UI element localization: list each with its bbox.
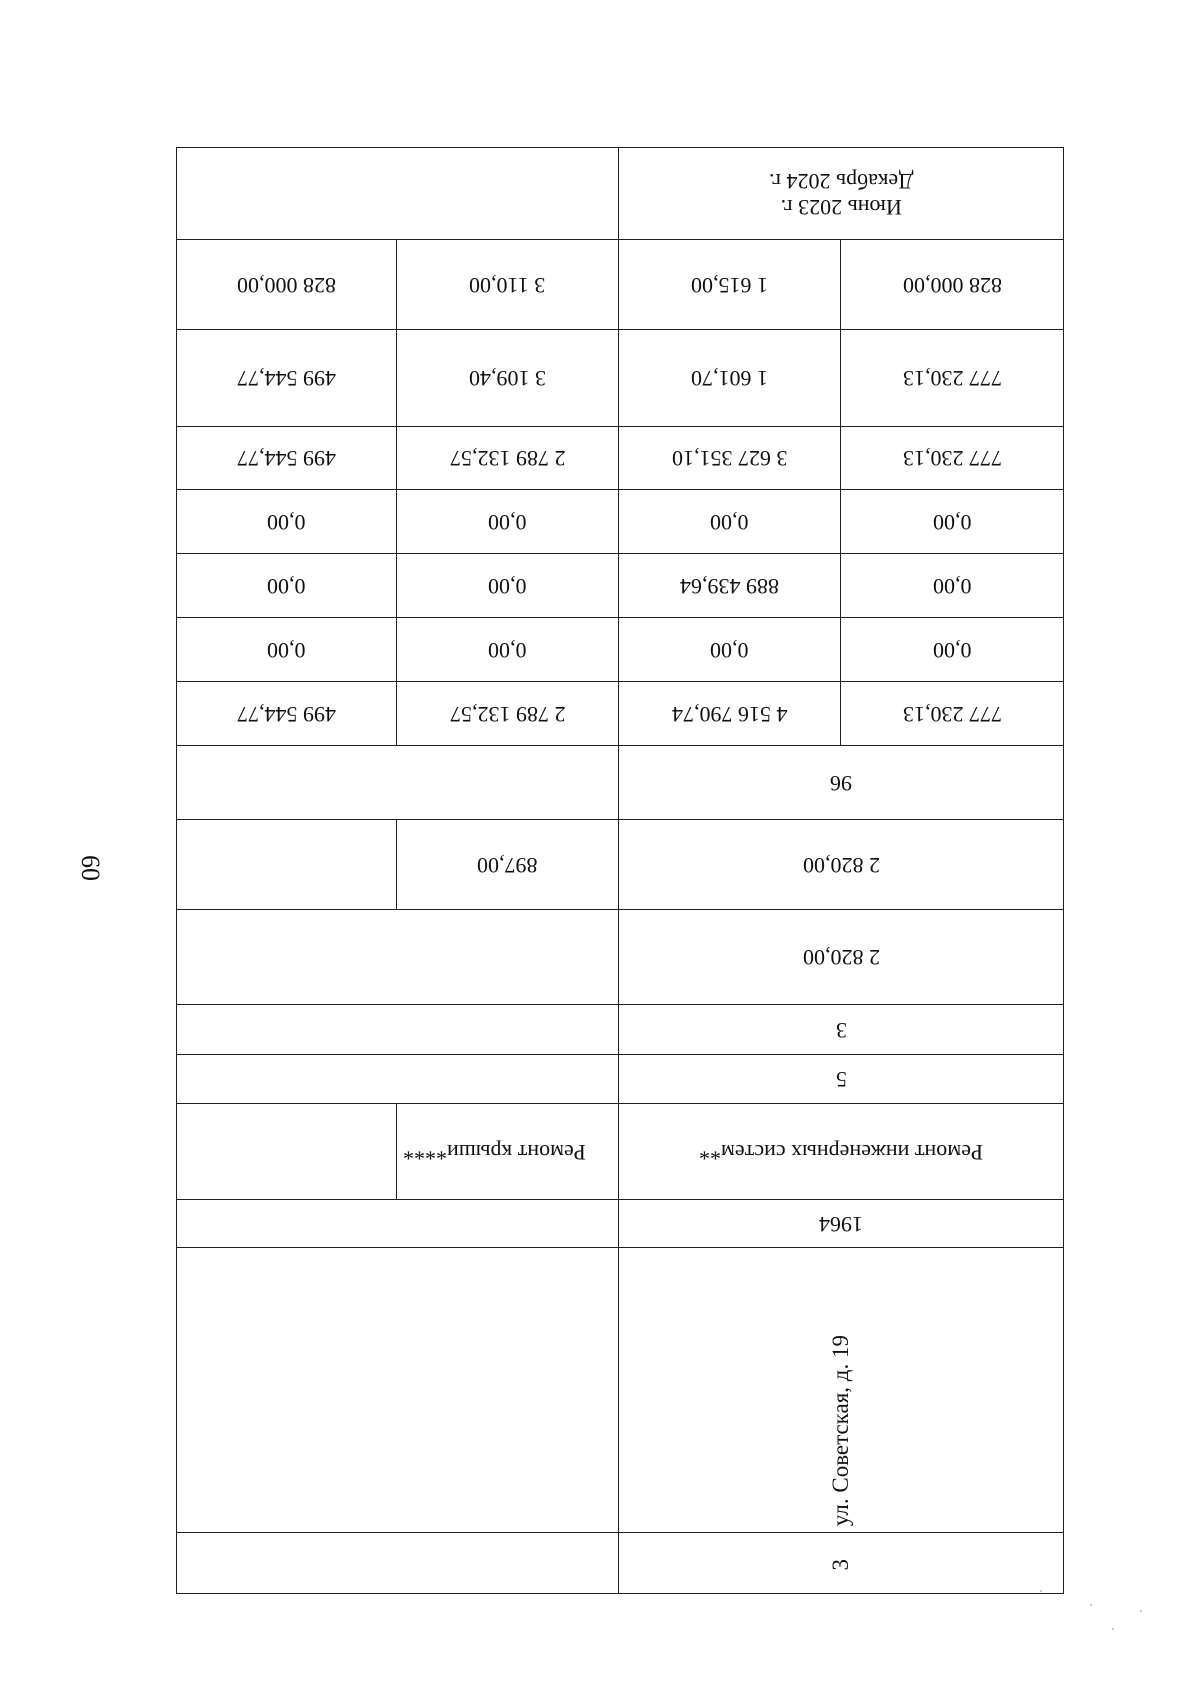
table-cell: 3 109,40 (469, 366, 546, 391)
table-cell: 499 544,77 (237, 446, 336, 471)
table-cell: 0,00 (267, 637, 306, 663)
table-cell: 777 230,13 (902, 446, 1002, 471)
page-number: 60 (76, 855, 105, 881)
table-cell: 0,00 (488, 509, 527, 535)
header-row (177, 148, 1064, 240)
period-end: Декабрь 2024 г. (768, 168, 914, 194)
table-cell: 499 544,77 (237, 701, 336, 727)
work-type-engineering: Ремонт инженерных систем** (699, 1139, 983, 1165)
address-row (177, 1248, 1064, 1533)
table-cell: 2 789 132,57 (449, 446, 566, 471)
table-cell: 0,00 (267, 509, 306, 535)
engineering-area: 2 820,00 (802, 852, 880, 878)
work-type-roof: Ремонт крыши**** (403, 1139, 586, 1165)
table-cell: 3 110,00 (469, 272, 546, 298)
table-cell: 889 439,64 (680, 573, 779, 599)
table-cell: 0,00 (710, 509, 749, 535)
total-area-row (177, 910, 1064, 1005)
table-cell: 1 601,70 (691, 366, 768, 391)
table-row (177, 682, 1064, 746)
table-cell: 828 000,00 (237, 272, 336, 298)
entrances-row (177, 1005, 1064, 1055)
residents-count: 96 (830, 770, 852, 796)
table-cell: 0,00 (932, 637, 972, 663)
table-cell: 4 516 790,74 (671, 701, 788, 727)
scan-speck (1090, 1604, 1092, 1606)
entrances-count: 3 (835, 1017, 847, 1043)
table-cell: 499 544,77 (237, 366, 336, 391)
table-row (177, 554, 1064, 618)
period-cell (619, 148, 1064, 240)
table-cell: 0,00 (932, 573, 972, 599)
floors-row (177, 1055, 1064, 1104)
roof-area: 897,00 (477, 852, 538, 878)
table-cell: 0,00 (488, 573, 527, 599)
table-cell: 3 627 351,10 (671, 446, 788, 471)
table-cell: 2 789 132,57 (449, 701, 566, 727)
table-row (177, 427, 1064, 490)
header-empty-cell (177, 148, 619, 240)
address: ул. Советская, д. 19 (828, 1334, 853, 1526)
year-built: 1964 (819, 1211, 863, 1237)
area-by-work-row (177, 820, 1064, 910)
table-cell: 828 000,00 (902, 272, 1002, 298)
floors-count: 5 (835, 1067, 847, 1092)
number-row (177, 1533, 1064, 1594)
table-cell: 777 230,13 (902, 701, 1002, 727)
table-row (177, 330, 1064, 427)
table-cell: 0,00 (267, 573, 306, 599)
scan-speck (1040, 1590, 1042, 1592)
table-row (177, 618, 1064, 682)
item-number: 3 (828, 1558, 853, 1570)
table-row (177, 490, 1064, 554)
table-row (177, 240, 1064, 330)
table-cell: 1 615,00 (691, 272, 768, 298)
work-types-row (177, 1104, 1064, 1200)
scan-speck (1112, 1628, 1114, 1630)
residents-row (177, 746, 1064, 820)
table-cell: 777 230,13 (902, 366, 1002, 391)
period-start: Июнь 2023 г. (780, 194, 902, 220)
repair-program-table (176, 147, 1064, 1594)
table-cell: 0,00 (488, 637, 527, 663)
scan-speck (1140, 1610, 1142, 1612)
year-row (177, 1200, 1064, 1248)
table-cell: 0,00 (932, 509, 972, 535)
table-cell: 0,00 (710, 637, 749, 663)
total-area: 2 820,00 (802, 945, 880, 970)
